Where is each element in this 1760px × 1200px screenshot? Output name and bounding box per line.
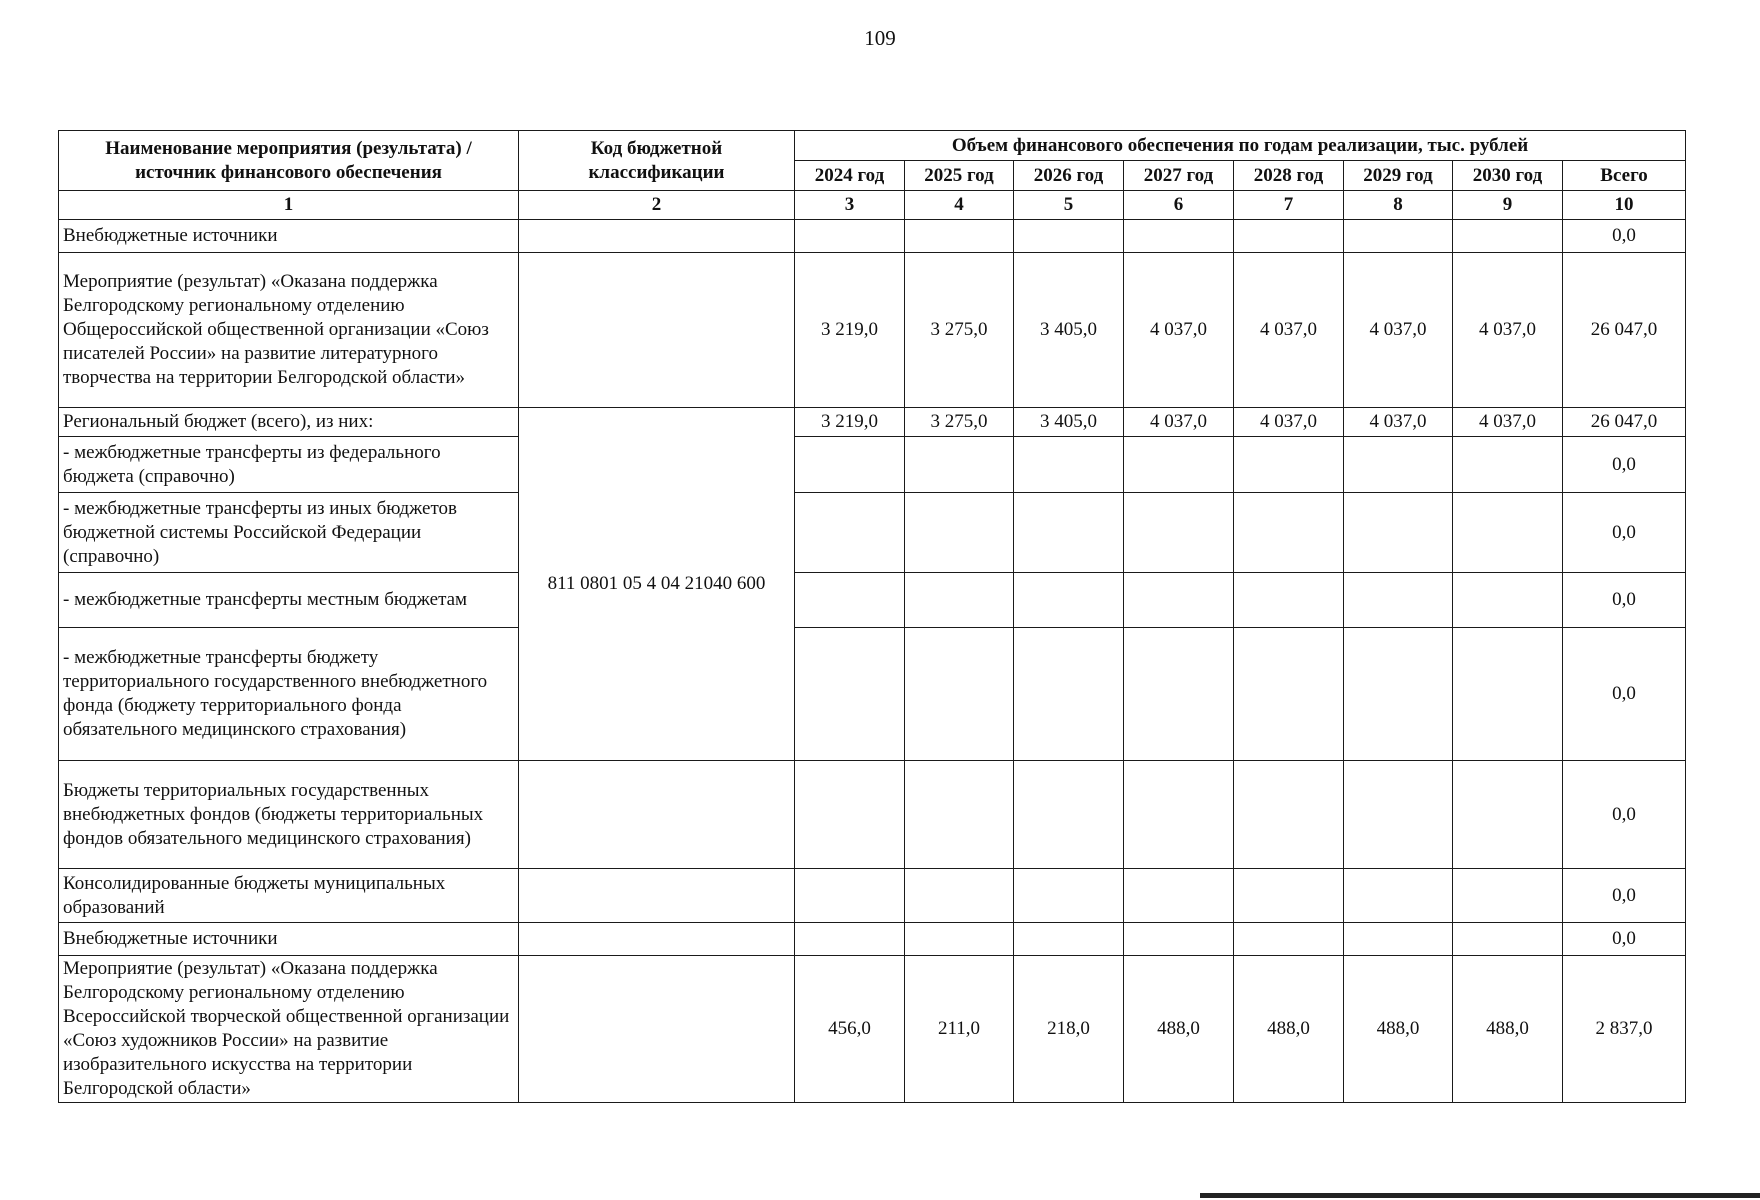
- row-name: Региональный бюджет (всего), из них:: [59, 408, 519, 437]
- value-2029: [1344, 573, 1453, 628]
- column-number: 2: [519, 191, 795, 220]
- table-row: [59, 253, 1686, 408]
- value-2029: 488,0: [1344, 956, 1453, 1103]
- row-name: Внебюджетные источники: [59, 923, 519, 956]
- table-row: [59, 408, 1686, 437]
- table-row: [59, 220, 1686, 253]
- budget-table: [58, 130, 1686, 1103]
- value-2024: [795, 761, 905, 869]
- value-total: 26 047,0: [1563, 253, 1686, 408]
- value-2026: [1014, 220, 1124, 253]
- value-2030: [1453, 761, 1563, 869]
- value-2025: [905, 220, 1014, 253]
- value-2028: [1234, 220, 1344, 253]
- row-name: - межбюджетные трансферты из иных бюджетов бюджетной системы Российской Федерации (справочно): [59, 493, 519, 573]
- value-2029: [1344, 628, 1453, 761]
- column-number: 8: [1344, 191, 1453, 220]
- value-total: 0,0: [1563, 437, 1686, 493]
- value-total: 0,0: [1563, 761, 1686, 869]
- value-2026: [1014, 573, 1124, 628]
- value-2027: [1124, 869, 1234, 923]
- scan-edge-divider: [1200, 1193, 1760, 1198]
- column-number: 1: [59, 191, 519, 220]
- row-code: [519, 956, 795, 1103]
- value-2024: [795, 573, 905, 628]
- value-2027: 4 037,0: [1124, 408, 1234, 437]
- header-code: Код бюджетной классификации: [519, 131, 795, 191]
- value-2025: [905, 869, 1014, 923]
- value-2029: [1344, 437, 1453, 493]
- value-2029: [1344, 493, 1453, 573]
- value-2027: [1124, 628, 1234, 761]
- row-code: [519, 923, 795, 956]
- value-2025: [905, 493, 1014, 573]
- header-name: Наименование мероприятия (результата) / источник финансового обеспечения: [59, 131, 519, 191]
- value-2028: [1234, 437, 1344, 493]
- value-total: 0,0: [1563, 869, 1686, 923]
- value-2024: [795, 869, 905, 923]
- value-2030: [1453, 628, 1563, 761]
- value-2030: 4 037,0: [1453, 253, 1563, 408]
- row-name: Мероприятие (результат) «Оказана поддержка Белгородскому региональному отделению Всероссийской творческой общественной организации «Союз художников России» на развитие изобразительного искусства на территории Белгородской области»: [59, 956, 519, 1103]
- value-2024: 3 219,0: [795, 253, 905, 408]
- header-total: Всего: [1563, 161, 1686, 191]
- row-name: Мероприятие (результат) «Оказана поддержка Белгородскому региональному отделению Общероссийской общественной организации «Союз писателей России» на развитие литературного творчества на территории Белгородской области»: [59, 253, 519, 408]
- value-2027: [1124, 923, 1234, 956]
- value-2026: [1014, 761, 1124, 869]
- column-number: 10: [1563, 191, 1686, 220]
- table-row: [59, 923, 1686, 956]
- value-2027: [1124, 573, 1234, 628]
- column-number: 5: [1014, 191, 1124, 220]
- value-2025: 3 275,0: [905, 408, 1014, 437]
- value-2027: [1124, 220, 1234, 253]
- table-row: [59, 437, 1686, 493]
- value-2026: [1014, 628, 1124, 761]
- row-name: - межбюджетные трансферты бюджету территориального государственного внебюджетного фонда (бюджету территориального фонда обязательного медицинского страхования): [59, 628, 519, 761]
- value-2028: [1234, 628, 1344, 761]
- value-2029: [1344, 869, 1453, 923]
- table-row: [59, 956, 1686, 1103]
- header-year-2027: 2027 год: [1124, 161, 1234, 191]
- value-2028: 4 037,0: [1234, 408, 1344, 437]
- row-code: [519, 220, 795, 253]
- value-2024: [795, 437, 905, 493]
- table-row: [59, 493, 1686, 573]
- row-name: Консолидированные бюджеты муниципальных образований: [59, 869, 519, 923]
- row-name: Бюджеты территориальных государственных внебюджетных фондов (бюджеты территориальных фондов обязательного медицинского страхования): [59, 761, 519, 869]
- header-year-2030: 2030 год: [1453, 161, 1563, 191]
- value-2026: 3 405,0: [1014, 408, 1124, 437]
- value-2024: 3 219,0: [795, 408, 905, 437]
- column-number: 9: [1453, 191, 1563, 220]
- value-total: 0,0: [1563, 493, 1686, 573]
- header-year-2025: 2025 год: [905, 161, 1014, 191]
- value-2030: [1453, 493, 1563, 573]
- value-2025: [905, 923, 1014, 956]
- value-2030: [1453, 220, 1563, 253]
- value-2030: [1453, 573, 1563, 628]
- value-2026: [1014, 493, 1124, 573]
- value-2029: 4 037,0: [1344, 253, 1453, 408]
- value-2029: [1344, 923, 1453, 956]
- table-row: [59, 869, 1686, 923]
- value-2030: [1453, 437, 1563, 493]
- value-2028: [1234, 573, 1344, 628]
- table-row: [59, 573, 1686, 628]
- column-number: 4: [905, 191, 1014, 220]
- row-name: - межбюджетные трансферты местным бюджетам: [59, 573, 519, 628]
- value-2028: [1234, 761, 1344, 869]
- value-2026: 218,0: [1014, 956, 1124, 1103]
- value-2028: [1234, 923, 1344, 956]
- page-number: 109: [864, 26, 896, 50]
- column-number: 6: [1124, 191, 1234, 220]
- column-number: 3: [795, 191, 905, 220]
- value-2024: [795, 628, 905, 761]
- header-year-2029: 2029 год: [1344, 161, 1453, 191]
- value-2026: [1014, 923, 1124, 956]
- value-2027: [1124, 761, 1234, 869]
- row-code: [519, 253, 795, 408]
- value-2024: [795, 220, 905, 253]
- value-2025: [905, 761, 1014, 869]
- value-2026: [1014, 869, 1124, 923]
- value-2025: 3 275,0: [905, 253, 1014, 408]
- value-2028: [1234, 493, 1344, 573]
- header-year-2026: 2026 год: [1014, 161, 1124, 191]
- value-2030: [1453, 869, 1563, 923]
- value-total: 0,0: [1563, 628, 1686, 761]
- value-2025: 211,0: [905, 956, 1014, 1103]
- value-2030: 488,0: [1453, 956, 1563, 1103]
- row-code: [519, 761, 795, 869]
- value-total: 26 047,0: [1563, 408, 1686, 437]
- value-2025: [905, 628, 1014, 761]
- column-number: 7: [1234, 191, 1344, 220]
- row-name: Внебюджетные источники: [59, 220, 519, 253]
- header-year-2028: 2028 год: [1234, 161, 1344, 191]
- value-2025: [905, 437, 1014, 493]
- table-row: [59, 628, 1686, 761]
- value-2029: 4 037,0: [1344, 408, 1453, 437]
- value-total: 0,0: [1563, 923, 1686, 956]
- value-2029: [1344, 761, 1453, 869]
- value-2030: 4 037,0: [1453, 408, 1563, 437]
- value-2025: [905, 573, 1014, 628]
- value-2026: 3 405,0: [1014, 253, 1124, 408]
- budget-code: 811 0801 05 4 04 21040 600: [519, 408, 795, 761]
- value-2027: [1124, 437, 1234, 493]
- value-2024: 456,0: [795, 956, 905, 1103]
- value-2028: [1234, 869, 1344, 923]
- value-2024: [795, 923, 905, 956]
- value-2027: 4 037,0: [1124, 253, 1234, 408]
- value-2029: [1344, 220, 1453, 253]
- value-total: 0,0: [1563, 573, 1686, 628]
- header-volume: Объем финансового обеспечения по годам реализации, тыс. рублей: [795, 131, 1686, 161]
- row-code: [519, 869, 795, 923]
- value-2027: 488,0: [1124, 956, 1234, 1103]
- header-year-2024: 2024 год: [795, 161, 905, 191]
- table-row: [59, 761, 1686, 869]
- value-2030: [1453, 923, 1563, 956]
- value-2027: [1124, 493, 1234, 573]
- value-total: 2 837,0: [1563, 956, 1686, 1103]
- value-2024: [795, 493, 905, 573]
- value-total: 0,0: [1563, 220, 1686, 253]
- value-2026: [1014, 437, 1124, 493]
- row-name: - межбюджетные трансферты из федерального бюджета (справочно): [59, 437, 519, 493]
- value-2028: 4 037,0: [1234, 253, 1344, 408]
- value-2028: 488,0: [1234, 956, 1344, 1103]
